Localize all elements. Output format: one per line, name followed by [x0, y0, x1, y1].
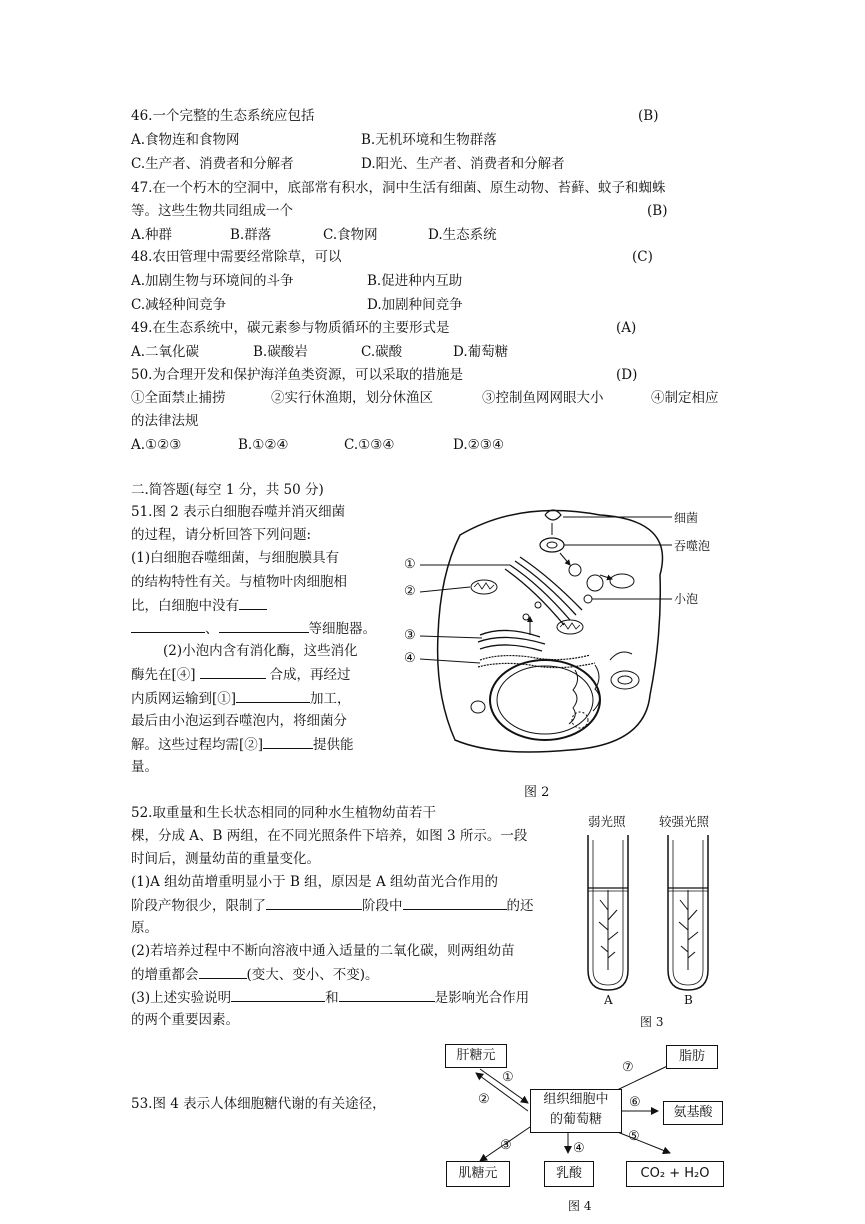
- q52-text: 是影响光合作用: [434, 990, 530, 1006]
- answer-blank[interactable]: [200, 664, 266, 679]
- q51-text: 、: [205, 621, 219, 637]
- node-lactic-acid: 乳酸: [544, 1161, 594, 1187]
- q47-option-d: D.生态系统: [428, 227, 497, 243]
- fig4-step-5: ⑤: [628, 1129, 640, 1144]
- q50-item-2: ②实行休渔期，划分休渔区: [271, 390, 433, 406]
- q52-text: 阶段产物很少，限制了: [131, 898, 266, 914]
- q53-line: 53.图 4 表示人体细胞糖代谢的有关途径，: [131, 1096, 386, 1112]
- q51-line: [131, 664, 351, 685]
- node-muscle-glycogen: 肌糖元: [446, 1161, 510, 1187]
- q46-option-a: A.食物连和食物网: [131, 132, 240, 148]
- q52-text: (3)上述实验说明: [131, 990, 232, 1006]
- q51-text: 合成，再经过: [269, 667, 351, 683]
- q52-text: (变大、变小、不变)。: [246, 967, 379, 983]
- q51-line: [131, 688, 351, 709]
- q49-option-a: A.二氧化碳: [131, 344, 200, 360]
- section-heading: 二.简答题(每空 1 分，共 50 分): [131, 482, 324, 498]
- answer-blank[interactable]: [263, 734, 313, 749]
- q51-text: 加工，: [310, 691, 351, 707]
- q48-stem: 48.农田管理中需要经常除草，可以: [131, 249, 342, 265]
- answer-blank[interactable]: [239, 595, 267, 610]
- fig3-label-strong-light: 较强光照: [659, 814, 710, 829]
- q49-answer: (A): [616, 320, 637, 336]
- q48-option-b: B.促进种内互助: [367, 273, 463, 289]
- q51-line: [131, 595, 267, 616]
- q46-answer: (B): [638, 108, 659, 124]
- fig3-tube-b-label: B: [684, 993, 693, 1007]
- q52-line: 的两个重要因素。: [131, 1012, 239, 1028]
- q51-text: 提供能: [313, 737, 354, 753]
- q52-line: (1)A 组幼苗增重明显小于 B 组，原因是 A 组幼苗光合作用的: [131, 874, 498, 890]
- q52-line: 52.取重量和生长状态相同的同种水生植物幼苗若干: [131, 805, 436, 821]
- figure-3-test-tubes: [580, 830, 730, 995]
- answer-blank[interactable]: [131, 618, 205, 633]
- q52-line: [131, 895, 534, 916]
- q50-answer: (D): [616, 367, 638, 383]
- q52-text: 的增重都会: [131, 967, 199, 983]
- q52-line: (2)若培养过程中不断向溶液中通入适量的二氧化碳，则两组幼苗: [131, 943, 515, 959]
- q46-stem: 46.一个完整的生态系统应包括: [131, 108, 315, 124]
- q47-option-b: B.群落: [230, 227, 272, 243]
- q51-line: 的结构特性有关。与植物叶肉细胞相: [131, 574, 347, 590]
- fig2-label-vesicle: 小泡: [674, 592, 699, 606]
- answer-blank[interactable]: [339, 987, 435, 1002]
- fig2-caption: 图 2: [524, 785, 550, 800]
- q51-text: 酶先在[④]: [131, 667, 196, 683]
- fig2-marker-4: ④: [404, 651, 416, 666]
- q50-option-a: A.①②③: [131, 437, 182, 453]
- node-amino-acid: 氨基酸: [663, 1101, 723, 1125]
- q49-option-c: C.碳酸: [361, 344, 403, 360]
- node-glucose-line1: 组织细胞中: [543, 1092, 609, 1107]
- q52-line: 原。: [131, 920, 158, 936]
- answer-blank[interactable]: [266, 895, 362, 910]
- q49-option-b: B.碳酸岩: [253, 344, 308, 360]
- q48-option-d: D.加剧种间竞争: [367, 297, 463, 313]
- q50-option-b: B.①②④: [238, 437, 289, 453]
- q47-option-c: C.食物网: [323, 227, 378, 243]
- q48-option-c: C.减轻种间竞争: [131, 297, 227, 313]
- fig4-step-2: ②: [478, 1092, 490, 1107]
- q52-line: 棵，分成 A、B 两组，在不同光照条件下培养，如图 3 所示。一段: [131, 828, 528, 844]
- q51-line: 最后由小泡运到吞噬泡内，将细菌分: [131, 713, 347, 729]
- q51-line: [131, 734, 354, 755]
- q52-text: 阶段中: [362, 898, 403, 914]
- q52-line: 时间后，测量幼苗的重量变化。: [131, 851, 320, 867]
- fig2-label-bacteria: 细菌: [674, 511, 699, 525]
- q51-line: (2)小泡内含有消化酶，这些消化: [163, 643, 358, 659]
- q47-option-a: A.种群: [131, 227, 173, 243]
- q47-stem-line2: 等。这些生物共同组成一个: [131, 203, 293, 219]
- q46-option-b: B.无机环境和生物群落: [361, 132, 497, 148]
- q51-line: (1)白细胞吞噬细菌，与细胞膜具有: [131, 550, 340, 566]
- fig3-label-weak-light: 弱光照: [588, 814, 626, 829]
- q52-text: 和: [325, 990, 339, 1006]
- answer-blank[interactable]: [199, 964, 247, 979]
- q46-option-c: C.生产者、消费者和分解者: [131, 156, 294, 172]
- fig2-marker-3: ③: [404, 628, 416, 643]
- fig4-step-4: ④: [573, 1141, 585, 1156]
- fig4-caption: 图 4: [568, 1199, 592, 1213]
- q48-answer: (C): [632, 249, 653, 265]
- node-fat: 脂肪: [666, 1045, 718, 1069]
- answer-blank[interactable]: [403, 895, 507, 910]
- q50-item-3: ③控制鱼网网眼大小: [482, 390, 604, 406]
- fig3-caption: 图 3: [640, 1015, 664, 1029]
- fig3-tube-a-label: A: [604, 993, 613, 1007]
- q50-option-c: C.①③④: [344, 437, 395, 453]
- q51-line: 量。: [131, 759, 158, 775]
- fig2-marker-1: ①: [404, 557, 416, 572]
- q50-option-d: D.②③④: [453, 437, 504, 453]
- q50-item-4: ④制定相应: [651, 390, 719, 406]
- figure-2-cell-diagram: [400, 495, 720, 775]
- answer-blank[interactable]: [236, 688, 310, 703]
- node-co2-water: CO₂ + H₂O: [626, 1161, 724, 1187]
- q51-text: 内质网运输到[①]: [131, 691, 237, 707]
- q51-line: [131, 618, 376, 639]
- q52-line: [131, 987, 529, 1008]
- q51-line: 的过程，请分析回答下列问题:: [131, 527, 312, 543]
- q46-option-d: D.阳光、生产者、消费者和分解者: [361, 156, 565, 172]
- q51-text: 等细胞器。: [308, 621, 376, 637]
- q47-stem-line1: 47.在一个朽木的空洞中，底部常有积水，洞中生活有细菌、原生动物、苔藓、蚊子和蜘蛛: [131, 180, 666, 196]
- fig4-step-7: ⑦: [622, 1060, 634, 1075]
- node-liver-glycogen: 肝糖元: [445, 1044, 507, 1068]
- answer-blank[interactable]: [219, 618, 309, 633]
- fig4-step-1: ①: [502, 1070, 514, 1085]
- q49-option-d: D.葡萄糖: [453, 344, 509, 360]
- q51-text: 比，白细胞中没有: [131, 598, 239, 614]
- fig4-step-3: ③: [500, 1138, 512, 1153]
- q48-option-a: A.加剧生物与环境间的斗争: [131, 273, 294, 289]
- node-glucose: [530, 1089, 622, 1133]
- q52-line: [131, 964, 379, 985]
- q50-item-4-cont: 的法律法规: [131, 413, 199, 429]
- q52-text: 的还: [506, 898, 534, 914]
- q49-stem: 49.在生态系统中，碳元素参与物质循环的主要形式是: [131, 320, 450, 336]
- fig2-marker-2: ②: [404, 584, 416, 599]
- q50-stem: 50.为合理开发和保护海洋鱼类资源，可以采取的措施是: [131, 367, 463, 383]
- q51-text: 解。这些过程均需[②]: [131, 737, 264, 753]
- answer-blank[interactable]: [231, 987, 325, 1002]
- q50-item-1: ①全面禁止捕捞: [131, 390, 226, 406]
- fig4-step-6: ⑥: [629, 1095, 641, 1110]
- node-glucose-line2: 的葡萄糖: [549, 1112, 602, 1127]
- q47-answer: (B): [647, 203, 668, 219]
- fig2-label-phagosome: 吞噬泡: [674, 539, 711, 553]
- q51-line: 51.图 2 表示白细胞吞噬并消灭细菌: [131, 504, 346, 520]
